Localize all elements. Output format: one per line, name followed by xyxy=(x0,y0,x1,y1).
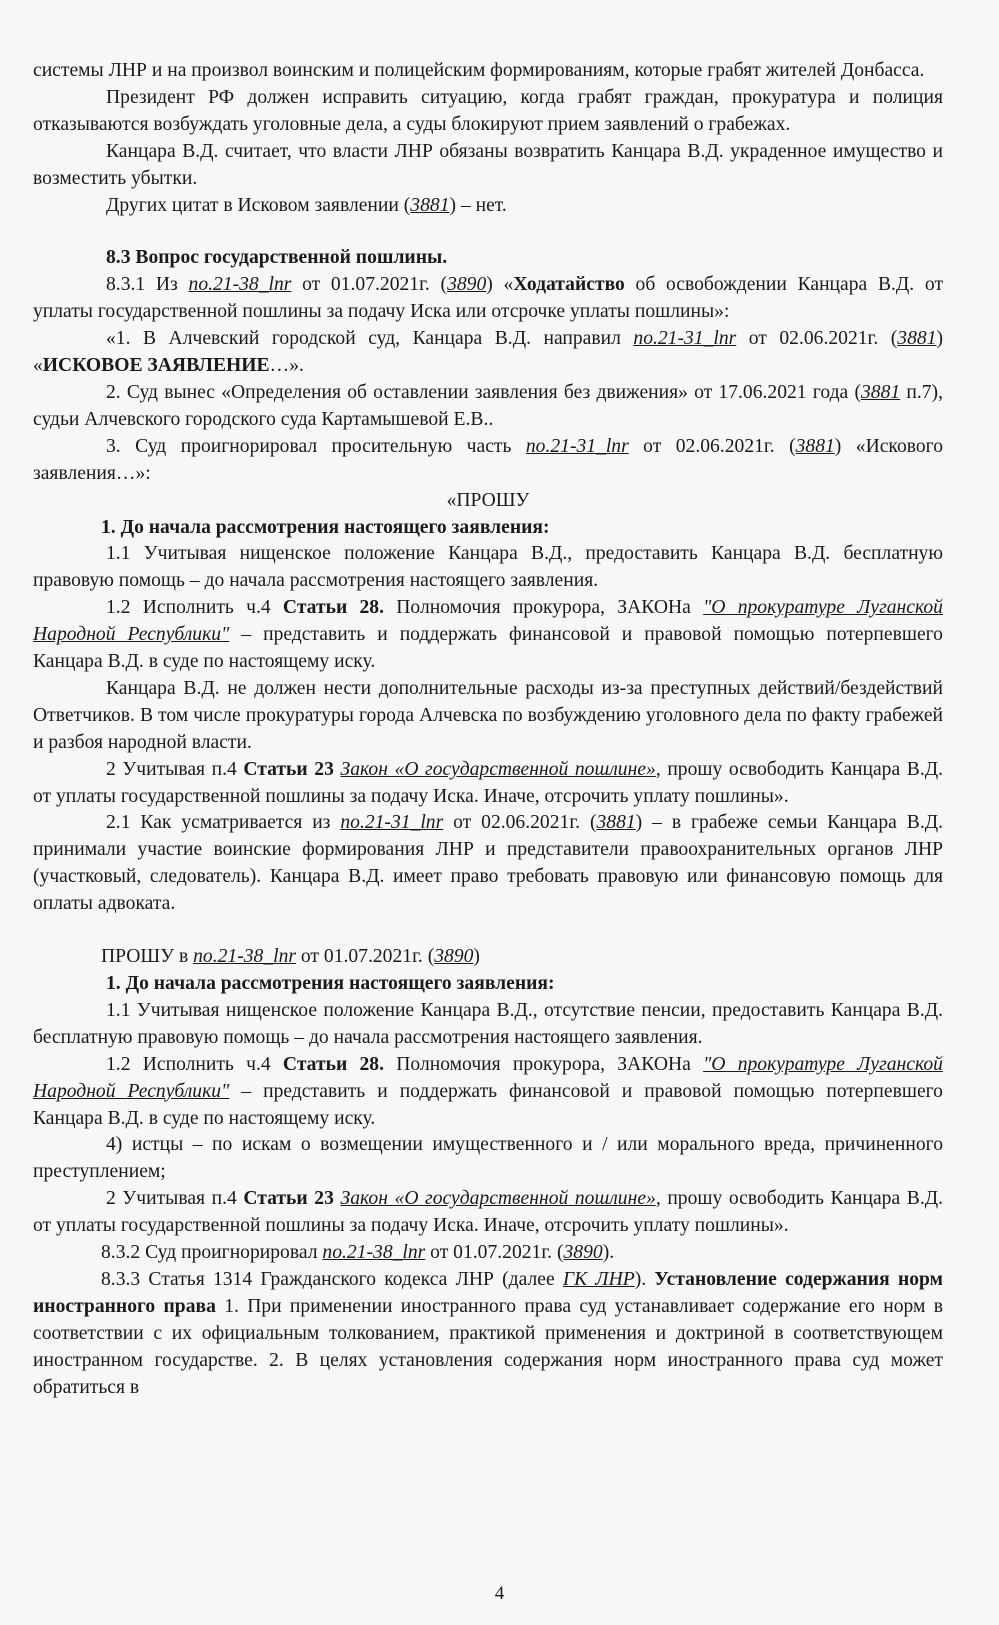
text-run: 2 Учитывая п.4 xyxy=(106,758,244,780)
text-run: 1.2 Исполнить ч.4 xyxy=(106,597,283,619)
text-run: 3. Суд проигнорировал просительную часть xyxy=(106,435,526,457)
text-run: ) « xyxy=(486,274,514,296)
paragraph xyxy=(33,380,943,434)
text-run: «ПРОШУ xyxy=(446,489,530,511)
bold-text: Статьи 28. xyxy=(282,597,384,619)
text-run: ) – в грабеже семьи Канцара В.Д. принимали участие воинские формирования ЛНР и представители правоохранительных органов ЛНР (участковый, следователь). Канцара В.Д. имеет право требовать правовую или финансовую помощь для оплаты адвоката. xyxy=(33,812,943,915)
reference-link-text: 3881 xyxy=(410,194,450,216)
text-run: Полномочия прокурора, ЗАКОНа xyxy=(384,597,704,619)
text-run: п.7), судьи Алчевского городского суда Картамышевой Е.В.. xyxy=(33,381,943,430)
reference-link-text: no.21-38_lnr xyxy=(322,1242,426,1264)
bold-text: Установление содержания норм иностранного права xyxy=(33,1268,943,1317)
text-run xyxy=(334,1188,341,1209)
text-run: Полномочия прокурора, ЗАКОНа xyxy=(384,1053,704,1075)
paragraph xyxy=(33,1267,943,1402)
text-run: – представить и поддержать финансовой и правовой помощью потерпевшего Канцара В.Д. в суде по настоящему иску. xyxy=(33,624,943,673)
reference-link-text: no.21-38_lnr xyxy=(188,274,292,296)
bold-text: 1. До начала рассмотрения настоящего заявления: xyxy=(106,973,555,994)
text-run: ) – нет. xyxy=(449,194,507,216)
paragraph xyxy=(33,998,943,1052)
reference-link-text: 3881 xyxy=(795,435,835,457)
text-run: 1.2 Исполнить ч.4 xyxy=(106,1053,283,1075)
paragraph xyxy=(33,1052,943,1133)
text-run: Канцара В.Д. не должен нести дополнительные расходы из-за преступных действий/бездействий Ответчиков. В том числе прокуратуры города Алчевска по возбуждению уголовного дела по факту грабежей и разбоя народной власти. xyxy=(33,677,943,753)
reference-link-text: no.21-31_lnr xyxy=(525,435,629,457)
reference-link-text: 3890 xyxy=(434,946,474,968)
text-run: 2 Учитывая п.4 xyxy=(106,1188,244,1210)
paragraph xyxy=(33,515,943,542)
text-run: от 01.07.2021г. ( xyxy=(425,1242,564,1264)
reference-link-text: 3881 xyxy=(897,328,937,350)
reference-link-text: Закон «О государственной пошлине» xyxy=(340,758,656,780)
reference-link-text: no.21-38_lnr xyxy=(193,946,296,968)
paragraph xyxy=(33,193,943,220)
paragraph xyxy=(33,757,943,811)
text-run: 2. Суд вынес «Определения об оставлении заявления без движения» от 17.06.2021 года ( xyxy=(106,381,861,403)
paragraph xyxy=(33,1186,943,1240)
paragraph xyxy=(33,326,943,380)
reference-link-text: 3890 xyxy=(563,1242,603,1264)
text-run: ). xyxy=(634,1268,655,1290)
bold-text: ИСКОВОЕ ЗАЯВЛЕНИЕ xyxy=(42,355,270,377)
text-run: 1. При применении иностранного права суд устанавливает содержание его норм в соответствии с их официальным толкованием, практикой применения и доктриной в соответствующем иностранном государстве. 2. В целях установления содержания норм иностранного права суд может обратиться в xyxy=(33,1295,943,1398)
text-run: 4) истцы – по искам о возмещении имущественного и / или морального вреда, причиненного преступлением; xyxy=(33,1134,943,1183)
bold-text: 1. До начала рассмотрения настоящего заявления: xyxy=(101,516,550,538)
document-body xyxy=(33,58,943,1402)
text-run: «1. В Алчевский городской суд, Канцара В.Д. направил xyxy=(106,328,634,350)
text-run: от 02.06.2021г. ( xyxy=(736,328,898,350)
paragraph xyxy=(33,1240,943,1267)
paragraph-spacer xyxy=(33,918,943,944)
text-run: ). xyxy=(602,1242,615,1264)
text-run: 8.3.1 Из xyxy=(106,274,189,296)
paragraph xyxy=(33,139,943,193)
bold-text: Ходатайство xyxy=(513,274,625,296)
text-run: Канцара В.Д. считает, что власти ЛНР обязаны возвратить Канцара В.Д. украденное имущество и возместить убытки. xyxy=(33,140,943,189)
text-run: об освобождении Канцара В.Д. от уплаты государственной пошлины за подачу Иска или отсрочке уплаты пошлины»: xyxy=(33,274,944,323)
text-run: 8.3.3 Статья 1314 Гражданского кодекса ЛНР (далее xyxy=(101,1268,563,1290)
text-run xyxy=(334,759,341,780)
text-run: Других цитат в Исковом заявлении ( xyxy=(106,194,411,216)
text-run: , прошу освободить Канцара В.Д. от уплаты государственной пошлины за подачу Иска. Иначе, отсрочить уплату пошлины». xyxy=(33,1188,943,1237)
paragraph xyxy=(33,595,943,676)
page-number: 4 xyxy=(494,1583,505,1604)
bold-text: Статьи 23 xyxy=(243,1188,334,1210)
text-run: ) xyxy=(473,946,480,968)
paragraph xyxy=(33,944,943,971)
paragraph xyxy=(33,810,943,918)
reference-link-text: 3881 xyxy=(596,812,636,834)
text-run: от 02.06.2021г. ( xyxy=(443,812,597,834)
text-run: 1.1 Учитывая нищенское положение Канцара В.Д., отсутствие пенсии, предоставить Канцара В.Д. бесплатную правовую помощь – до начала рассмотрения настоящего заявления. xyxy=(33,999,943,1048)
reference-link-text: 3890 xyxy=(447,274,487,296)
text-run: 8.3.2 Суд проигнорировал xyxy=(101,1242,323,1264)
reference-link-text: no.21-31_lnr xyxy=(633,328,737,350)
paragraph xyxy=(33,434,943,488)
reference-link-text: Закон «О государственной пошлине» xyxy=(340,1188,656,1210)
text-run: ПРОШУ в xyxy=(101,946,194,968)
text-run: 2.1 Как усматривается из xyxy=(106,812,341,834)
text-run: , прошу освободить Канцара В.Д. от уплаты государственной пошлины за подачу Иска. Иначе, отсрочить уплату пошлины». xyxy=(33,758,943,807)
text-run: ) « xyxy=(33,328,944,377)
reference-link-text: ГК ЛНР xyxy=(562,1268,635,1290)
bold-text: 8.3 Вопрос государственной пошлины. xyxy=(106,247,448,269)
reference-link-text: "О прокуратуре Луганской Народной Республики" xyxy=(33,1053,943,1102)
text-run: от 02.06.2021г. ( xyxy=(628,435,796,457)
paragraph-spacer xyxy=(33,219,943,245)
paragraph xyxy=(33,58,943,85)
text-run: от 01.07.2021г. ( xyxy=(291,274,448,296)
text-run: …». xyxy=(269,355,304,377)
paragraph xyxy=(33,1132,943,1186)
text-run: 1.1 Учитывая нищенское положение Канцара В.Д., предоставить Канцара В.Д. бесплатную правовую помощь – до начала рассмотрения настоящего заявления. xyxy=(33,543,943,592)
reference-link-text: "О прокуратуре Луганской Народной Республики" xyxy=(33,597,943,646)
paragraph xyxy=(33,676,943,757)
reference-link-text: no.21-31_lnr xyxy=(340,812,444,834)
paragraph xyxy=(33,85,943,139)
paragraph xyxy=(33,971,943,998)
bold-text: Статьи 23 xyxy=(243,758,334,780)
reference-link-text: 3881 xyxy=(860,381,901,403)
paragraph xyxy=(33,272,943,326)
paragraph xyxy=(33,541,943,595)
paragraph xyxy=(33,488,943,515)
text-run: ) «Искового заявления…»: xyxy=(33,435,943,484)
text-run: от 01.07.2021г. ( xyxy=(296,946,435,968)
bold-text: Статьи 28. xyxy=(282,1053,384,1075)
text-run: – представить и поддержать финансовой и правовой помощью потерпевшего Канцара В.Д. в суде по настоящему иску. xyxy=(33,1080,943,1129)
text-run: Президент РФ должен исправить ситуацию, когда грабят граждан, прокуратура и полиция отказываются возбуждать уголовные дела, а суды блокируют прием заявлений о грабежах. xyxy=(33,86,943,135)
text-run: системы ЛНР и на произвол воинским и полицейским формированиям, которые грабят жителей Донбасса. xyxy=(33,60,925,81)
paragraph xyxy=(33,245,943,272)
